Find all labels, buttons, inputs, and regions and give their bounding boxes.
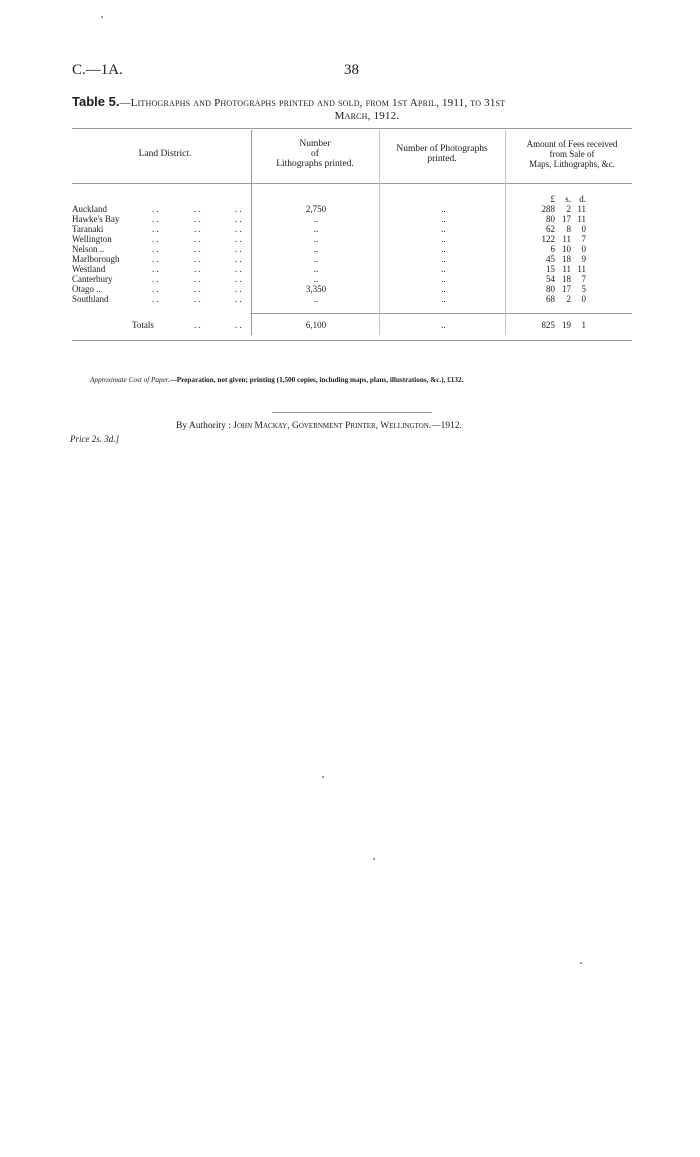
cost-note-text: —Preparation, not given; printing (1,500 copies, including maps, plans, illustrations, &c.), £132.	[169, 376, 464, 384]
district-name: Southland	[72, 294, 109, 304]
cost-note	[90, 376, 463, 384]
table-row	[72, 244, 632, 254]
pounds-value: 122	[541, 234, 555, 244]
table-row	[72, 254, 632, 264]
header-photographs	[381, 144, 503, 164]
header-lithographs-line: Number	[299, 139, 331, 149]
document-reference: C.—1A.	[72, 62, 123, 78]
district-name: Otago ..	[72, 284, 101, 294]
header-lithographs-line: Lithographs printed.	[276, 159, 354, 169]
pounds-header: £	[550, 194, 555, 204]
district-name: Canterbury	[72, 274, 113, 284]
pounds-value: 288	[541, 204, 555, 214]
imprint	[176, 421, 462, 431]
leader-dots: . .	[235, 264, 242, 274]
imprint-rule	[272, 412, 432, 413]
photographs-value: ..	[441, 234, 446, 244]
photographs-value: ..	[441, 214, 446, 224]
totals-pounds: 825	[541, 320, 555, 330]
leader-dots: . .	[235, 320, 242, 330]
leader-dots: . .	[235, 234, 242, 244]
photographs-value: ..	[441, 284, 446, 294]
leader-dots: . .	[235, 204, 242, 214]
table-row	[72, 264, 632, 274]
pence-value: 0	[581, 224, 586, 234]
photographs-value: ..	[441, 204, 446, 214]
pence-value: 5	[581, 284, 586, 294]
table-title-line2: March, 1912.	[334, 110, 400, 122]
pence-value: 11	[577, 204, 586, 214]
lithographs-value: ..	[313, 294, 319, 304]
leader-dots: . .	[194, 284, 201, 294]
district-name: Auckland	[72, 204, 107, 214]
lithographs-value: 3,350	[305, 284, 327, 294]
table-row	[72, 274, 632, 284]
leader-dots: . .	[152, 294, 159, 304]
table-row	[72, 294, 632, 304]
shillings-value: 8	[566, 224, 571, 234]
table-header-rule	[72, 183, 632, 184]
leader-dots: . .	[194, 204, 201, 214]
photographs-value: ..	[441, 224, 446, 234]
pounds-value: 80	[546, 214, 555, 224]
table-title-line1: —Lithographs and Photographs printed and sold, from 1st April, 1911, to 31st	[119, 97, 506, 109]
leader-dots: . .	[235, 294, 242, 304]
lithographs-value: ..	[313, 274, 319, 284]
leader-dots: . .	[194, 294, 201, 304]
shillings-value: 2	[566, 204, 571, 214]
totals-pence: 1	[581, 320, 586, 330]
currency-header-row	[72, 194, 632, 204]
pence-value: 0	[581, 294, 586, 304]
totals-lithographs: 6,100	[305, 320, 327, 330]
pence-value: 9	[581, 254, 586, 264]
lithographs-value: ..	[313, 244, 319, 254]
table-row	[72, 214, 632, 224]
leader-dots: . .	[194, 244, 201, 254]
header-fees-line: from Sale of	[549, 149, 595, 159]
photographs-value: ..	[441, 274, 446, 284]
pounds-value: 80	[546, 284, 555, 294]
leader-dots: . .	[152, 214, 159, 224]
pence-value: 0	[581, 244, 586, 254]
leader-dots: . .	[235, 274, 242, 284]
header-lithographs	[255, 139, 375, 169]
scan-speck	[580, 962, 582, 964]
totals-row	[72, 320, 632, 330]
totals-photographs: ..	[441, 320, 446, 330]
shillings-value: 17	[562, 284, 571, 294]
lithographs-value: 2,750	[305, 204, 327, 214]
lithographs-value: ..	[313, 224, 319, 234]
shillings-header: s.	[565, 194, 571, 204]
district-name: Taranaki	[72, 224, 104, 234]
shillings-value: 10	[562, 244, 571, 254]
pounds-value: 62	[546, 224, 555, 234]
leader-dots: . .	[235, 284, 242, 294]
scan-speck	[322, 776, 324, 778]
pounds-value: 15	[546, 264, 555, 274]
leader-dots: . .	[194, 224, 201, 234]
leader-dots: . .	[194, 274, 201, 284]
photographs-value: ..	[441, 244, 446, 254]
pence-value: 11	[577, 214, 586, 224]
totals-label: Totals	[132, 320, 154, 330]
leader-dots: . .	[152, 274, 159, 284]
leader-dots: . .	[235, 214, 242, 224]
district-name: Hawke's Bay	[72, 214, 120, 224]
header-photographs-line: printed.	[427, 154, 457, 164]
leader-dots: . .	[152, 204, 159, 214]
header-fees-line: Maps, Lithographs, &c.	[529, 159, 615, 169]
pounds-value: 45	[546, 254, 555, 264]
district-name: Wellington	[72, 234, 112, 244]
pence-header: d.	[579, 194, 586, 204]
leader-dots: . .	[152, 254, 159, 264]
leader-dots: . .	[194, 264, 201, 274]
header-photographs-line: Number of Photographs	[396, 144, 488, 154]
table-top-rule	[72, 128, 632, 129]
shillings-value: 18	[562, 274, 571, 284]
table-row	[72, 224, 632, 234]
photographs-value: ..	[441, 254, 446, 264]
shillings-value: 2	[566, 294, 571, 304]
leader-dots: . .	[235, 244, 242, 254]
pence-value: 7	[581, 234, 586, 244]
leader-dots: . .	[235, 224, 242, 234]
photographs-value: ..	[441, 294, 446, 304]
pence-value: 7	[581, 274, 586, 284]
shillings-value: 18	[562, 254, 571, 264]
page-number: 38	[344, 62, 359, 78]
imprint-printer: John Mackay, Government Printer, Wellington.	[233, 421, 432, 431]
leader-dots: . .	[194, 254, 201, 264]
leader-dots: . .	[194, 214, 201, 224]
leader-dots: . .	[152, 284, 159, 294]
pounds-value: 68	[546, 294, 555, 304]
district-name: Marlborough	[72, 254, 120, 264]
lithographs-value: ..	[313, 254, 319, 264]
pence-value: 11	[577, 264, 586, 274]
leader-dots: . .	[152, 264, 159, 274]
district-name: Westland	[72, 264, 106, 274]
shillings-value: 11	[562, 264, 571, 274]
leader-dots: . .	[152, 244, 159, 254]
lithographs-value: ..	[313, 264, 319, 274]
header-land-district: Land District.	[138, 149, 192, 159]
totals-shillings: 19	[562, 320, 571, 330]
leader-dots: . .	[194, 234, 201, 244]
table-bottom-rule	[72, 340, 632, 341]
photographs-value: ..	[441, 264, 446, 274]
shillings-value: 17	[562, 214, 571, 224]
table-row	[72, 204, 632, 214]
header-fees	[507, 139, 637, 169]
table-row	[72, 234, 632, 244]
shillings-value: 11	[562, 234, 571, 244]
imprint-year: —1912.	[431, 421, 463, 431]
pounds-value: 6	[550, 244, 555, 254]
header-fees-line: Amount of Fees received	[526, 139, 618, 149]
cost-note-label: Approximate Cost of Paper.	[90, 376, 170, 384]
district-name: Nelson ..	[72, 244, 105, 254]
table-totals-rule	[250, 313, 632, 314]
scan-speck	[101, 16, 103, 18]
header-lithographs-line: of	[311, 149, 319, 159]
leader-dots: . .	[194, 320, 201, 330]
scan-speck	[373, 858, 375, 860]
imprint-prefix: By Authority :	[176, 421, 231, 431]
leader-dots: . .	[235, 254, 242, 264]
leader-dots: . .	[152, 224, 159, 234]
lithographs-value: ..	[313, 214, 319, 224]
lithographs-value: ..	[313, 234, 319, 244]
table-row	[72, 284, 632, 294]
leader-dots: . .	[152, 234, 159, 244]
table-title-lead: Table 5.	[72, 94, 120, 109]
table-title	[72, 95, 632, 123]
pounds-value: 54	[546, 274, 555, 284]
price: Price 2s. 3d.]	[70, 434, 119, 444]
